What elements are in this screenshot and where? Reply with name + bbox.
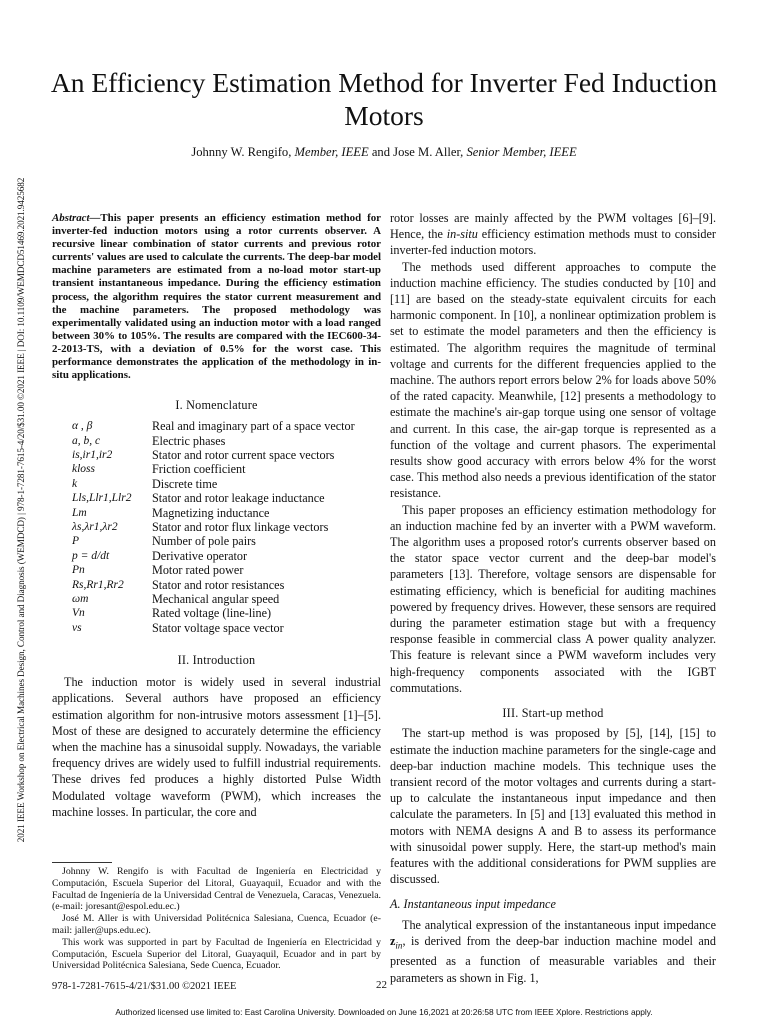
page-number: 22 [376,979,387,991]
author-2-role: Senior Member, IEEE [466,145,577,159]
nomenclature-row [52,534,381,548]
introduction-section [52,652,381,820]
nomenclature-row [52,419,381,433]
abstract-label: Abstract— [52,212,101,224]
nomenclature-row [52,592,381,606]
nomenclature-row [52,520,381,534]
nomenclature-description: Electric phases [152,433,226,448]
footnote-3: This work was supported in part by Facultad de Ingeniería en Electricidad y Computación, Escuela Superior del Litoral, Guayaquil, Ecuador and in part by Universidad Politécnica Salesiana, Sede Cuenca, Ecuador. [52,936,381,972]
nomenclature-symbol: Pn [72,564,85,577]
nomenclature-description: Stator and rotor leakage inductance [152,491,325,506]
nomenclature-description: Magnetizing inductance [152,505,270,520]
license-notice: Authorized licensed use limited to: East Carolina University. Downloaded on June 16,2021 at 20:26:58 UTC from IEEE Xplore. Restrictions apply. [115,1007,653,1017]
footnote-rule [52,862,112,863]
nomenclature-section [52,397,381,635]
nomenclature-row [52,621,381,635]
nomenclature-description: Rated voltage (line-line) [152,606,272,621]
nomenclature-row [52,506,381,520]
nomenclature-row [52,549,381,563]
paper-title: An Efficiency Estimation Method for Inverter Fed Induction Motors [50,67,718,131]
nomenclature-row [52,578,381,592]
nomenclature-description: Derivative operator [152,548,248,563]
author-conj: and [371,145,391,159]
right-column [390,210,716,986]
nomenclature-symbol: P [72,535,80,548]
nomenclature-row [52,606,381,620]
nomenclature-description: Stator and rotor resistances [152,577,285,592]
nomenclature-symbol: Lm [72,506,87,519]
startup-heading: III. Start-up method [502,706,604,721]
nomenclature-symbol: α , β [72,420,93,433]
author-1-role: Member, IEEE [294,145,369,159]
nomenclature-symbol: Lls,Llr1,Llr2 [72,492,132,505]
author-line [40,145,728,160]
paragraph-proposal: This paper proposes an efficiency estimation methodology for an induction machine fed by an inverter with a PWM waveform. The algorithm uses a proposed rotor's currents observer based on the stator space vector current and the deep-bar model's parameters [13]. Therefore, voltage sensors are dispensable for estimating efficiency, which is beneficial for auditing machines powered by frequency drives. However, these sensors are required during the parameter estimation stage but with a frequency response feasible in commercial class A power quality analyzer. This feature is relevant since a PWM waveform includes very high-frequency components associated with the IGBT commutations. [390,502,716,695]
abstract-text: This paper presents an efficiency estimation method for inverter-fed induction motors using a rotor currents observer. A recursive linear combination of stator currents and previous rotor currents' values are used to calculate the currents. The deep-bar model machine parameters are estimated from a no-load motor start-up transient instantaneous impedance. During the efficiency estimation process, the algorithm requires the stator current measurement and the machine parameters. The proposed methodology was experimentally validated using an induction motor with a load ranged between 30% to 105%. The results are compared with the IEC600-34-2-2013-TS, with a deviation of 0.5% for the worst case. This performance demonstrates the application of the methodology in in-situ applications. [52,212,382,382]
nomenclature-symbol: λs,λr1,λr2 [72,521,118,534]
paragraph-rotor-losses: rotor losses are mainly affected by the PWM voltages [6]–[9]. Hence, the in-situ efficiency estimation methods must to consider inverter-fed induction motors. [390,211,716,258]
nomenclature-description: Discrete time [152,476,218,491]
abstract [52,212,381,382]
nomenclature-heading: I. Nomenclature [175,398,258,412]
nomenclature-symbol: Vn [72,607,85,620]
nomenclature-symbol: vs [72,621,82,634]
paragraph-startup: The start-up method is was proposed by [5], [14], [15] to estimate the induction machine parameters for the single-cage and deep-bar induction machine models. This technique uses the transient record of the motor voltages and currents during a start-up to calculate the instantaneous input impedance and then calculate the parameters. In [5] and [13] evaluated this method in motors with NEMA designs A and B to assess its performance with sinusoidal power supply. Here, the start-up method's main features with the additional considerations for PWM supplies are discussed. [390,726,716,887]
nomenclature-symbol: ωm [72,593,89,606]
paragraph-impedance: The analytical expression of the instantaneous input impedance $z_{in}$, is derived from the deep-bar induction machine model and presented as a function of measurable variables and their parameters as shown in Fig. 1, [390,917,716,985]
footnotes [52,866,381,972]
nomenclature-row [52,448,381,462]
nomenclature-description: Motor rated power [152,563,244,578]
nomenclature-row [52,477,381,491]
nomenclature-description: Stator and rotor flux linkage vectors [152,520,329,535]
nomenclature-symbol: p = d/dt [72,549,110,562]
introduction-heading: II. Introduction [177,653,256,667]
author-1: Johnny W. Rengifo, [191,145,292,159]
nomenclature-description: Real and imaginary part of a space vector [152,419,355,434]
nomenclature-description: Number of pole pairs [152,534,256,549]
footnote-2: José M. Aller is with Universidad Politécnica Salesiana, Cuenca, Ecuador (e-mail: jaller@ups.edu.ec). [52,913,381,936]
nomenclature-row [52,462,381,476]
nomenclature-row [52,563,381,577]
nomenclature-row [52,434,381,448]
introduction-paragraph: The induction motor is widely used in several industrial applications. Several authors have proposed an efficiency estimation algorithm for non-intrusive motors assessment [1]–[5]. Most of these are designed to accurately determine the efficiency when the machine has a sinusoidal supply. Nowadays, the variable frequency drives are widely used to fulfill industrial requirements. These drives fed produces a highly distorted Pulse Width Modulated voltage waveform (PWM), which increases the machine losses. In particular, the core and [52,675,381,819]
nomenclature-description: Friction coefficient [152,462,246,477]
nomenclature-symbol: is,ir1,ir2 [72,449,113,462]
nomenclature-description: Mechanical angular speed [152,592,280,607]
nomenclature-symbol: a, b, c [72,434,101,447]
subsection-heading: A. Instantaneous input impedance [390,897,556,912]
nomenclature-row [52,491,381,505]
nomenclature-description: Stator voltage space vector [152,620,284,635]
nomenclature-symbol: Rs,Rr1,Rr2 [72,578,124,591]
nomenclature-table [52,419,381,635]
nomenclature-symbol: kloss [72,463,95,476]
nomenclature-symbol: k [72,477,78,490]
footnote-1: Johnny W. Rengifo is with Facultad de Ingeniería en Electricidad y Computación, Escuela Superior del Litoral, Guayaquil, Ecuador and with the Facultad de Ingeniería de la Universidad Central de Venezuela, Caracas, Venezuela. (e-mail: joresant@espol.edu.ec.) [52,866,381,913]
paragraph-methods: The methods used different approaches to compute the induction machine efficiency. The studies conducted by [10] and [11] are based on the steady-state equivalent circuits for each harmonic component. In [10], a nonlinear optimization problem is set to estimate the model parameters and then the efficiency is estimated. The algorithm requires the magnitude of terminal voltage and currents for the different frequencies applied to the machine. The authors report errors below 2% for loads above 50% of the rated capacity. Meanwhile, [12] presents a methodology to estimate the machine's air-gap torque using one sensor of voltage and current. In this case, the air-gap torque is represented as a function of the voltage and current phasors. The experimental results show good accuracy with errors below 4% for the worst case. This method also needs a previous identification of the stator resistance. [390,259,716,501]
side-doi-strip [13,152,29,868]
side-doi-text: 2021 IEEE Workshop on Electrical Machines Design, Control and Diagnosis (WEMDCD) | 978-1-7281-7615-4/20/$31.00 ©2021 IEEE | DOI: 10.1109/WEMDCD51469.2021.9425682 [16,177,26,843]
author-2: Jose M. Aller, [393,145,464,159]
footer-isbn: 978-1-7281-7615-4/21/$31.00 ©2021 IEEE [52,981,237,992]
nomenclature-description: Stator and rotor current space vectors [152,448,335,463]
